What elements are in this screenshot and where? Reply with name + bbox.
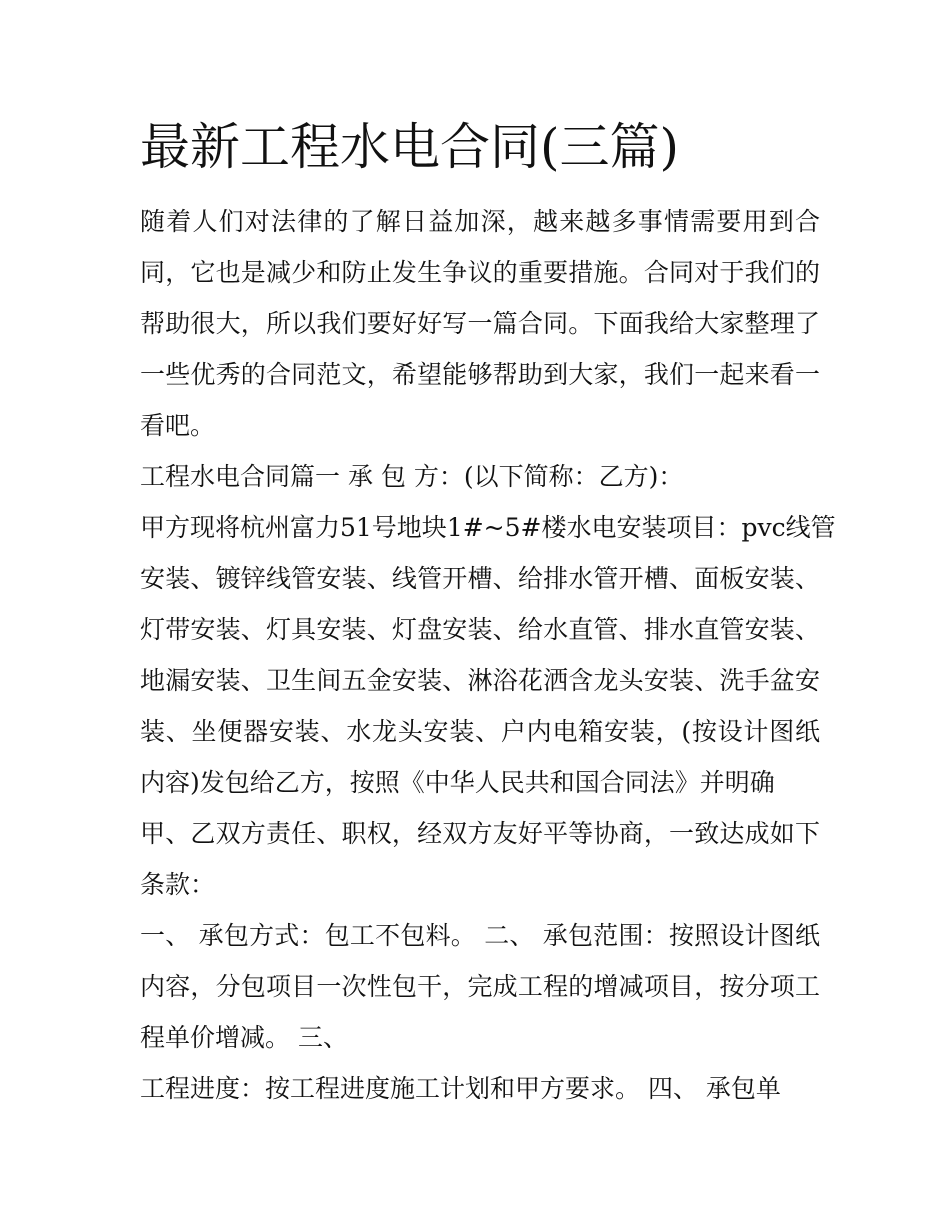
body-line: 内容)发包给乙方，按照《中华人民共和国合同法》并明确 [140, 768, 775, 797]
body-line: 条款： [140, 870, 216, 899]
document-page [140, 112, 836, 1114]
body-line: 随着人们对法律的了解日益加深，越来越多事情需要用到合 [140, 207, 820, 236]
body-line: 工程进度：按工程进度施工计划和甲方要求。 四、 承包单 [140, 1074, 781, 1103]
body-line: 一、 承包方式：包工不包料。 二、 承包范围：按照设计图纸 [140, 921, 820, 950]
body-line: 地漏安装、卫生间五金安装、淋浴花洒含龙头安装、洗手盆安 [140, 666, 820, 695]
body-line: 装、坐便器安装、水龙头安装、户内电箱安装，(按设计图纸 [140, 717, 820, 746]
body-line: 内容，分包项目一次性包干，完成工程的增减项目，按分项工 [140, 972, 820, 1001]
body-line: 灯带安装、灯具安装、灯盘安装、给水直管、排水直管安装、 [140, 615, 820, 644]
body-line: 甲方现将杭州富力51号地块1#~5#楼水电安装项目：pvc线管 [140, 513, 836, 542]
document-body [140, 196, 836, 1114]
body-line: 同，它也是减少和防止发生争议的重要措施。合同对于我们的 [140, 258, 820, 287]
document-title: 最新工程水电合同(三篇) [140, 118, 680, 176]
body-line: 一些优秀的合同范文，希望能够帮助到大家，我们一起来看一 [140, 360, 820, 389]
body-line: 甲、乙双方责任、职权，经双方友好平等协商，一致达成如下 [140, 819, 820, 848]
body-line: 程单价增减。 三、 [140, 1023, 348, 1052]
body-line: 工程水电合同篇一 承 包 方：(以下简称：乙方)： [140, 462, 684, 491]
body-line: 看吧。 [140, 411, 216, 440]
body-line: 安装、镀锌线管安装、线管开槽、给排水管开槽、面板安装、 [140, 564, 820, 593]
body-line: 帮助很大，所以我们要好好写一篇合同。下面我给大家整理了 [140, 309, 820, 338]
